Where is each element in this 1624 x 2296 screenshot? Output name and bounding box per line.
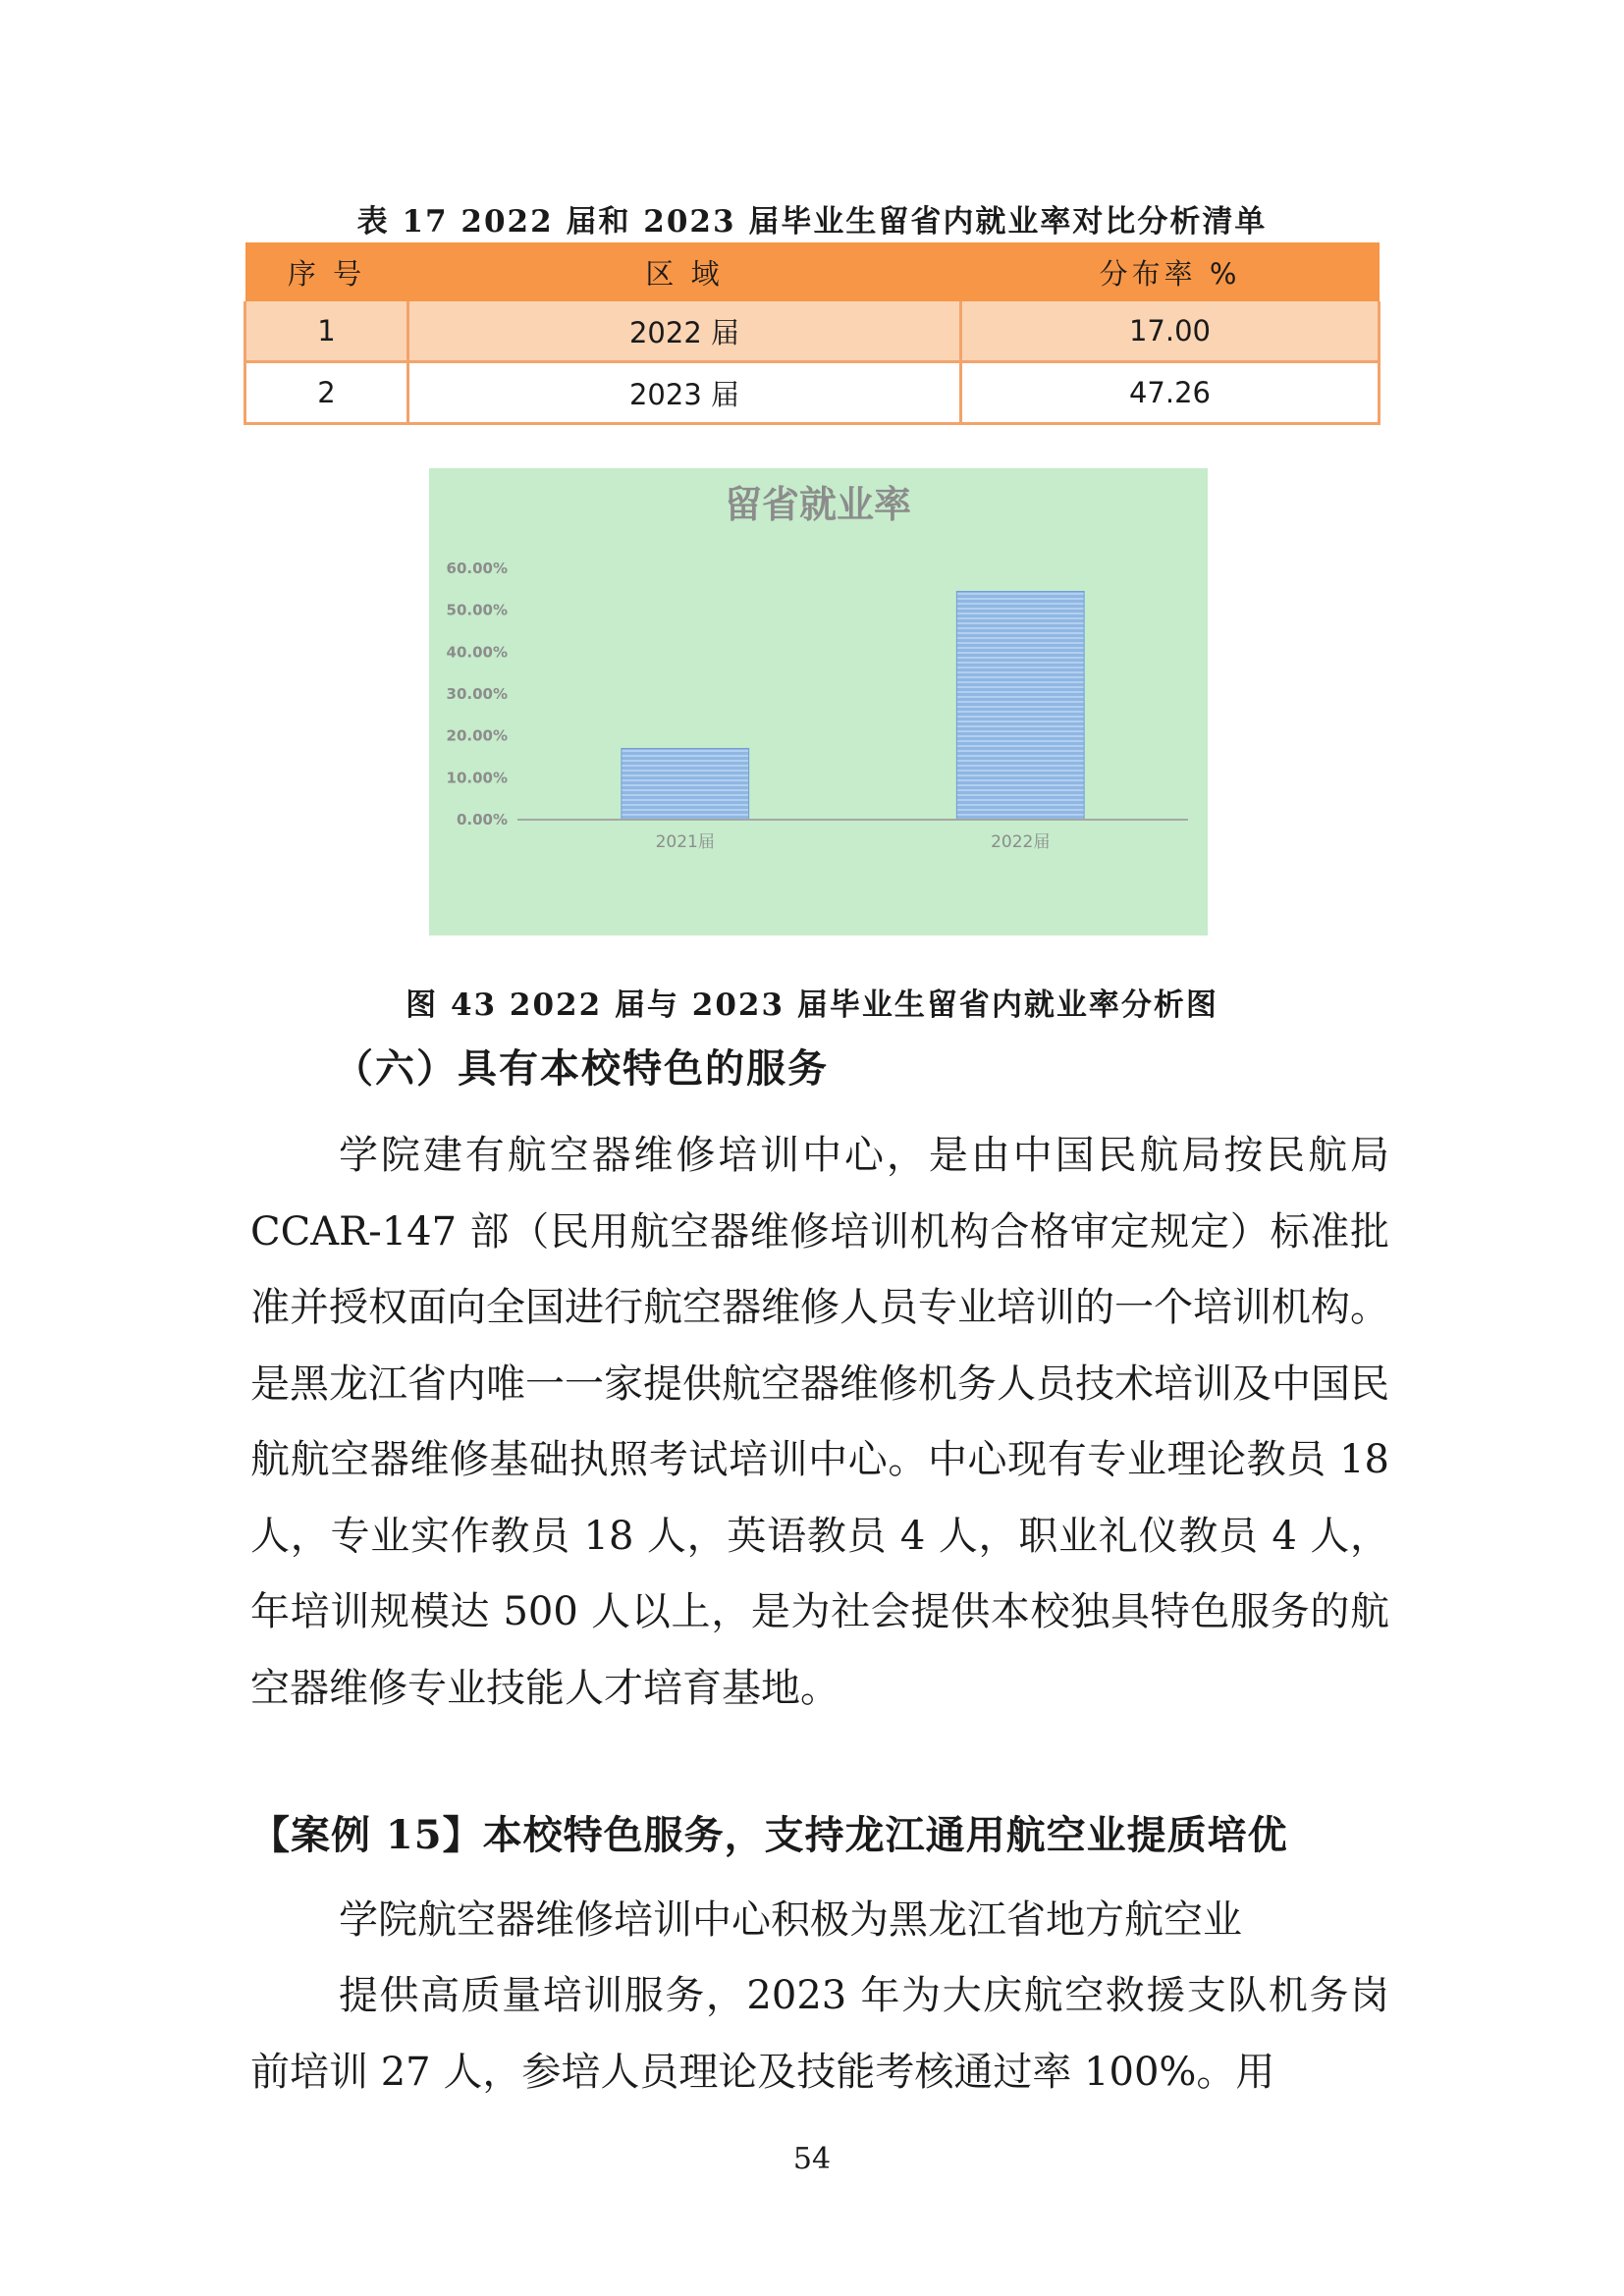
- y-tick-label: 0.00%: [456, 811, 508, 828]
- chart-title: 留省就业率: [724, 483, 912, 526]
- cell-no: 1: [245, 301, 408, 362]
- cell-rate: 47.26: [961, 362, 1380, 424]
- table-row: [245, 362, 1380, 424]
- section-heading: （六）具有本校特色的服务: [334, 1045, 829, 1092]
- figure-caption: 图 43 2022 届与 2023 届毕业生留省内就业率分析图: [406, 988, 1218, 1023]
- cell-region: 2023 届: [408, 362, 961, 424]
- x-tick-label: 2021届: [655, 832, 715, 852]
- y-tick-label: 60.00%: [446, 560, 508, 577]
- bar-2021届: [622, 748, 749, 820]
- case-title: 【案例 15】本校特色服务，支持龙江通用航空业提质培优: [250, 1812, 1288, 1858]
- cell-no: 2: [245, 362, 408, 424]
- x-tick-label: 2022届: [991, 832, 1051, 852]
- chart-svg: [429, 468, 1208, 935]
- header-region: 区 域: [408, 242, 961, 301]
- cell-region: 2022 届: [408, 301, 961, 362]
- chart-background: [429, 468, 1208, 935]
- bar-2022届: [956, 591, 1084, 820]
- y-tick-label: 50.00%: [446, 601, 508, 619]
- cell-rate: 17.00: [961, 301, 1380, 362]
- header-rate: 分布率 %: [961, 242, 1380, 301]
- y-tick-label: 10.00%: [446, 769, 508, 787]
- table-caption: 表 17 2022 届和 2023 届毕业生留省内就业率对比分析清单: [356, 204, 1268, 240]
- case-paragraph: 提供高质量培训服务，2023 年为大庆航空救援支队机务岗前培训 27 人，参培人员理论及技能考核通过率 100%。用: [250, 1973, 1389, 2095]
- header-no: 序 号: [245, 242, 408, 301]
- y-tick-label: 40.00%: [446, 643, 508, 662]
- case-paragraph-line: 学院航空器维修培训中心积极为黑龙江省地方航空业: [339, 1897, 1242, 1943]
- table-row: [245, 301, 1380, 362]
- table-header-row: [245, 242, 1380, 301]
- employment-rate-table: [244, 242, 1380, 425]
- y-tick-label: 20.00%: [446, 726, 508, 745]
- y-tick-label: 30.00%: [446, 685, 508, 703]
- retention-rate-chart: [429, 468, 1208, 935]
- section-paragraph: 学院建有航空器维修培训中心，是由中国民航局按民航局 CCAR-147 部（民用航空器维修培训机构合格审定规定）标准批准并授权面向全国进行航空器维修人员专业培训的一个培训机构。是黑龙江省内唯一一家提供航空器维修机务人员技术培训及中国民航航空器维修基础执照考试培训中心。中心现有专业理论教员 18 人，专业实作教员 18 人，英语教员 4 人，职业礼仪教员 4 人，年培训规模达 500 人以上，是为社会提供本校独具特色服务的航空器维修专业技能人才培育基地。: [250, 1133, 1389, 1711]
- page-number: 54: [792, 2142, 832, 2176]
